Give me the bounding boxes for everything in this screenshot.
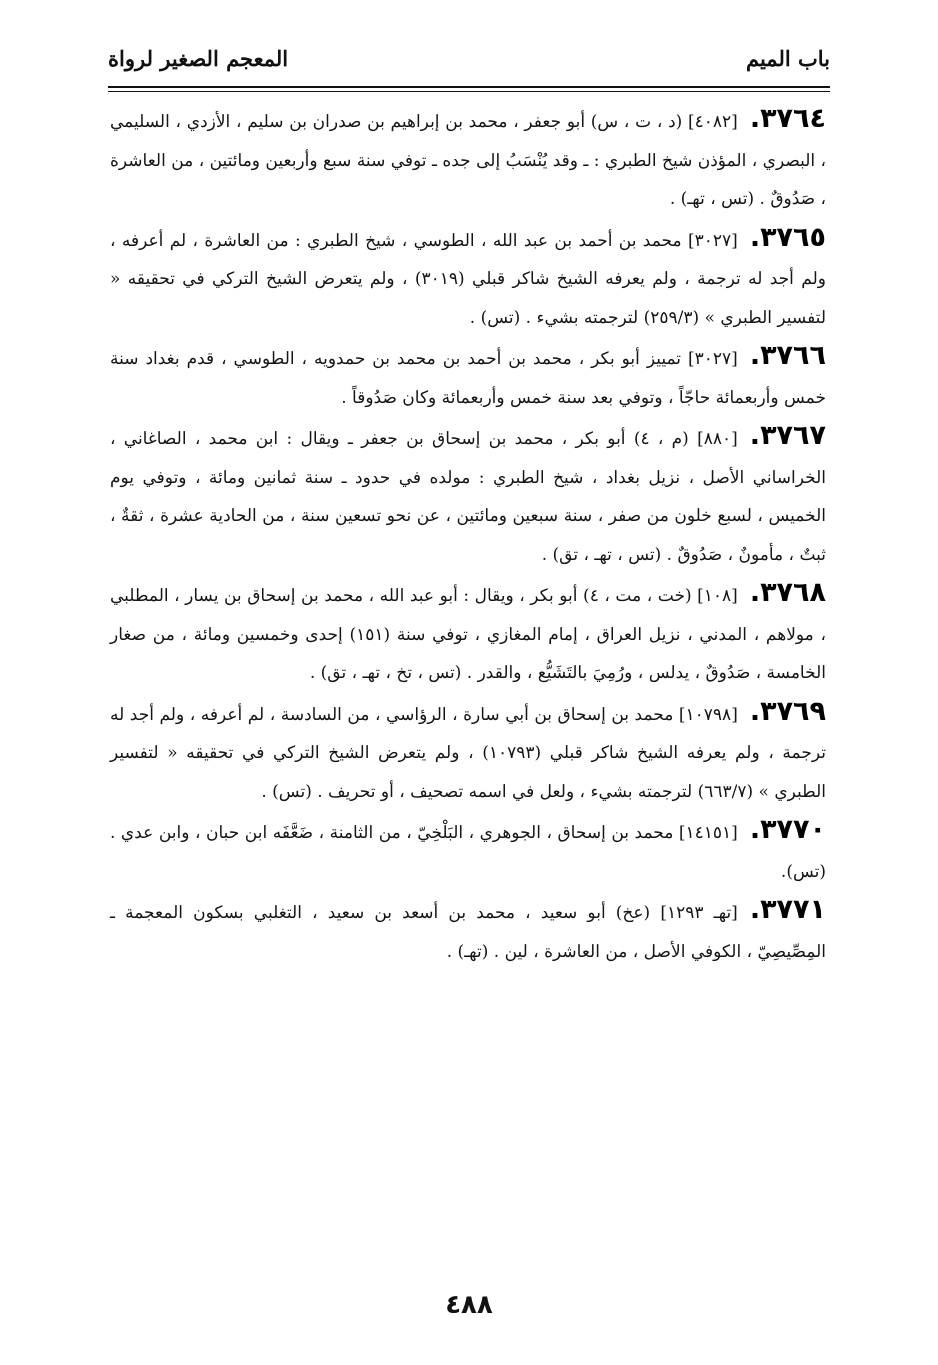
entry-text: [٣٠٢٧] تمييز أبو بكر ، محمد بن أحمد بن محمد بن حمدويه ، الطوسي ، قدم بغداد سنة خمس وأربعمائة حاجّاً ، وتوفي بعد سنة خمس وأربعمائة وكان صَدُوقاً . — [110, 349, 826, 408]
entry — [110, 811, 826, 891]
entry-text: [٤٠٨٢] (د ، ت ، س) أبو جعفر ، محمد بن إبراهيم بن صدران بن سليم ، الأزدي ، السليمي ، البصري ، المؤذن شيخ الطبري : ـ وقد يُنْسَبُ إلى جده ـ توفي سنة سبع وأربعين ومائتين ، من العاشرة ، صَدُوقٌ . (تس ، تهـ) . — [110, 112, 826, 209]
entry — [110, 100, 826, 219]
page-number: ٤٨٨ — [445, 1290, 493, 1320]
entry — [110, 693, 826, 812]
running-header — [108, 40, 830, 84]
entry-number: ٣٧٦٧. — [749, 420, 826, 451]
header-rule — [108, 86, 830, 88]
entry-number: ٣٧٦٤. — [749, 103, 826, 134]
entry-number: ٣٧٧٠. — [749, 814, 826, 845]
entry-text: [١٤١٥١] محمد بن إسحاق ، الجوهري ، البَلْخِيّ ، من الثامنة ، ضَعَّفَه ابن حبان ، وابن عدي . (تس). — [110, 823, 826, 882]
entry — [110, 337, 826, 417]
entry-text: [١٠٨] (خت ، مت ، ٤) أبو بكر ، ويقال : أبو عبد الله ، محمد بن إسحاق بن يسار ، المطلبي ، مولاهم ، المدني ، نزيل العراق ، إمام المغازي ، توفي سنة (١٥١) إحدى وخمسين ومائة ، من صغار الخامسة ، صَدُوقٌ ، يدلس ، ورُمِيَ بالتَشَيُّع ، والقدر . (تس ، تخ ، تهـ ، تق) . — [110, 586, 826, 683]
entries-list — [110, 100, 826, 971]
header-rule-thin — [108, 91, 830, 92]
entry — [110, 219, 826, 338]
entry-text: [تهـ ١٢٩٣] (عخ) أبو سعيد ، محمد بن أسعد بن سعيد ، التغلبي بسكون المعجمة ـ المِصِّيصِيّ ، الكوفي الأصل ، من العاشرة ، لين . (تهـ) . — [110, 903, 826, 962]
entry-number: ٣٧٧١. — [749, 894, 826, 925]
entry-text: [١٠٧٩٨] محمد بن إسحاق بن أبي سارة ، الرؤاسي ، من السادسة ، لم أعرفه ، ولم أجد له ترجمة ، ولم يعرفه الشيخ شاكر قبلي (١٠٧٩٣) ، ولم يتعرض الشيخ التركي في تحقيقه « لتفسير الطبري » (٦٦٣/٧) لترجمته بشيء ، ولعل في اسمه تصحيف ، أو تحريف . (تس) . — [110, 704, 826, 802]
entry-number: ٣٧٦٨. — [749, 577, 826, 608]
entry-text: [٨٨٠] (م ، ٤) أبو بكر ، محمد بن إسحاق بن جعفر ـ ويقال : ابن محمد ، الصاغاني ، الخراساني الأصل ، نزيل بغداد ، شيخ الطبري : مولده في حدود ـ سنة ثمانين ومائة ، وتوفي يوم الخميس ، لسبع خلون من صفر ، سنة سبعين ومائتين ، عن نحو تسعين سنة ، من الحادية عشرة ، ثقةٌ ، ثبتٌ ، مأمونٌ ، صَدُوقٌ . (تس ، تهـ ، تق) . — [110, 429, 826, 565]
chapter-title: باب الميم — [745, 46, 830, 71]
entry-number: ٣٧٦٩. — [749, 695, 827, 727]
book-title: المعجم الصغير لرواة — [108, 46, 289, 71]
entry-number: ٣٧٦٦. — [749, 340, 826, 371]
entry-number: ٣٧٦٥. — [749, 221, 826, 253]
entry — [110, 574, 826, 693]
entry-text: [٣٠٢٧] محمد بن أحمد بن عبد الله ، الطوسي ، شيخ الطبري : من العاشرة ، لم أعرفه ، ولم أجد له ترجمة ، ولم يعرفه الشيخ شاكر قبلي (٣٠١٩) ، ولم يتعرض الشيخ التركي في تحقيقه « لتفسير الطبري » (٢٥٩/٣) لترجمته بشيء . (تس) . — [110, 230, 826, 328]
entry — [110, 417, 826, 574]
entry — [110, 891, 826, 971]
